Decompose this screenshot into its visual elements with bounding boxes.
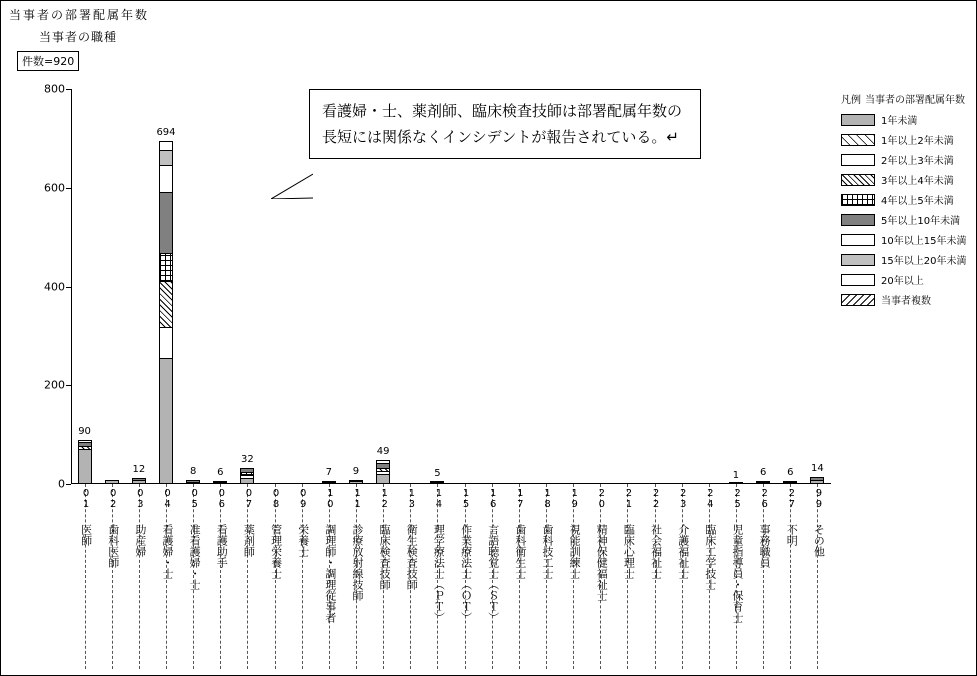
category-name: 衛生検査技師 xyxy=(405,524,419,590)
legend-swatch xyxy=(841,274,875,286)
bar-value-label: 32 xyxy=(241,454,254,466)
bar-value-label: 12 xyxy=(132,464,146,476)
category-code: 12 xyxy=(379,488,391,510)
category-name: その他 xyxy=(812,524,826,557)
category-name: 不明 xyxy=(785,524,799,546)
category-guide xyxy=(302,484,303,669)
bar-segment xyxy=(376,474,390,484)
legend xyxy=(841,91,971,312)
category-code: 11 xyxy=(352,488,363,510)
category-name: 助産婦 xyxy=(133,524,147,557)
bar-segment xyxy=(159,141,173,149)
category-guide xyxy=(220,484,221,669)
stacked-bar[interactable] xyxy=(240,468,254,484)
category-code: 09 xyxy=(297,488,309,510)
legend-item[interactable] xyxy=(841,132,971,147)
category-code: 13 xyxy=(406,488,418,510)
category-name: 理学療法士（ＰＴ） xyxy=(432,524,446,623)
category-code: 20 xyxy=(596,488,608,510)
bar-segment xyxy=(159,192,173,254)
y-tick: 200 xyxy=(44,378,65,392)
bar-segment xyxy=(159,358,173,484)
category-code: 22 xyxy=(650,488,662,510)
legend-label: 20年以上 xyxy=(881,276,924,287)
legend-swatch xyxy=(841,254,875,266)
legend-header-title: 当事者の部署配属年数 xyxy=(865,95,965,106)
category-name: 臨床検査技師 xyxy=(378,524,392,590)
category-name: 医師 xyxy=(79,524,93,546)
legend-item[interactable] xyxy=(841,272,971,287)
bar-value-label: 8 xyxy=(189,466,197,478)
y-tick: 600 xyxy=(44,181,65,195)
category-code: 17 xyxy=(514,488,526,510)
legend-item[interactable] xyxy=(841,252,971,267)
legend-swatch xyxy=(841,154,875,166)
stacked-bar[interactable] xyxy=(78,440,92,484)
category-code: 04 xyxy=(162,488,173,510)
category-name: 言語聴覚士（ＳＴ） xyxy=(486,524,500,623)
legend-swatch xyxy=(841,294,875,306)
legend-header xyxy=(841,91,971,106)
category-name: 社会福祉士 xyxy=(649,524,663,579)
category-guide xyxy=(139,484,140,669)
category-name: 視能訓練士 xyxy=(568,524,582,579)
bar-value-label: 6 xyxy=(217,467,224,479)
bar-value-label: 1 xyxy=(732,469,740,481)
category-guide xyxy=(763,484,764,669)
category-code: 25 xyxy=(732,488,743,510)
category-code: 02 xyxy=(107,488,119,510)
bar-value-label: 9 xyxy=(352,465,360,477)
category-name: 看護助手 xyxy=(215,524,229,568)
category-code: 08 xyxy=(270,488,282,510)
category-name: 薬剤師 xyxy=(242,524,256,557)
legend-label: 2年以上3年未満 xyxy=(881,156,954,167)
category-code: 26 xyxy=(759,488,771,510)
legend-label: 当事者複数 xyxy=(881,296,931,307)
legend-item[interactable] xyxy=(841,152,971,167)
legend-label: 10年以上15年未満 xyxy=(881,236,967,247)
y-tick: 0 xyxy=(58,477,65,491)
legend-label: 15年以上20年未満 xyxy=(881,256,967,267)
bar-value-label: 6 xyxy=(787,467,794,479)
category-code: 10 xyxy=(324,488,336,510)
bar-segment xyxy=(159,327,173,358)
bar-segment xyxy=(159,165,173,192)
legend-item[interactable] xyxy=(841,172,971,187)
legend-header-label: 凡例 xyxy=(841,95,861,106)
category-name: 精神保健福祉士 xyxy=(595,524,609,601)
category-name: 作業療法士（ＯＴ） xyxy=(459,524,473,623)
page-title: 当事者の部署配属年数 xyxy=(9,8,150,22)
category-name: 歯科医師 xyxy=(106,524,120,568)
legend-swatch xyxy=(841,114,875,126)
legend-item[interactable] xyxy=(841,212,971,227)
bar-segment xyxy=(159,281,173,328)
legend-swatch xyxy=(841,234,875,246)
category-code: 18 xyxy=(542,488,553,510)
category-code: 06 xyxy=(216,488,228,510)
y-tick: 800 xyxy=(44,82,65,96)
bar-value-label: 694 xyxy=(156,127,176,139)
category-code: 16 xyxy=(487,488,499,510)
category-guide xyxy=(247,484,248,669)
category-name: 事務職員 xyxy=(758,524,772,568)
category-guide xyxy=(817,484,818,669)
stacked-bar[interactable] xyxy=(810,477,824,484)
legend-label: 1年未満 xyxy=(881,116,918,127)
bar-value-label: 14 xyxy=(811,463,824,475)
page-subtitle: 当事者の職種 xyxy=(39,30,118,44)
legend-swatch xyxy=(841,194,875,206)
category-guide xyxy=(790,484,791,669)
category-guide xyxy=(85,484,86,669)
legend-label: 4年以上5年未満 xyxy=(881,196,954,207)
category-name: 管理栄養士 xyxy=(269,524,283,579)
category-code: 01 xyxy=(80,488,92,510)
legend-swatch xyxy=(841,134,875,146)
bar-value-label: 90 xyxy=(78,425,91,437)
y-tick: 400 xyxy=(44,280,65,293)
bar-value-label: 5 xyxy=(434,467,441,479)
count-badge: 件数=920 xyxy=(17,51,79,71)
legend-swatch xyxy=(841,174,875,186)
bar-value-label: 6 xyxy=(759,467,767,479)
legend-item[interactable] xyxy=(841,292,971,307)
category-code: 07 xyxy=(243,488,255,510)
legend-label: 5年以上10年未満 xyxy=(881,216,961,227)
category-name: 看護婦・士 xyxy=(161,524,174,579)
legend-swatch xyxy=(841,214,875,226)
category-code: 99 xyxy=(813,488,825,510)
y-tick-mark xyxy=(66,484,71,485)
category-code: 03 xyxy=(134,488,146,510)
bar-segment xyxy=(78,449,92,484)
category-code: 05 xyxy=(189,488,201,510)
category-name: 児童指導員・保育士 xyxy=(731,524,744,623)
legend-label: 3年以上4年未満 xyxy=(881,176,954,187)
category-code: 27 xyxy=(786,488,798,510)
legend-item[interactable] xyxy=(841,192,971,207)
category-code: 21 xyxy=(623,488,635,510)
category-name: 栄養士 xyxy=(296,524,310,557)
legend-item[interactable] xyxy=(841,232,971,247)
category-name: 診療放射線技師 xyxy=(351,524,364,601)
stacked-bar[interactable] xyxy=(376,460,390,484)
bar-value-label: 7 xyxy=(325,466,333,478)
category-name: 准看護婦・士 xyxy=(188,524,202,590)
callout-box: 看護婦・士、薬剤師、臨床検査技師は部署配属年数の長短には関係なくインシデントが報告されている。↵ xyxy=(309,89,701,159)
callout-pointer xyxy=(271,173,313,199)
category-code: 23 xyxy=(677,488,689,510)
category-name: 歯科衛生士 xyxy=(513,524,527,579)
bar-value-label: 49 xyxy=(376,445,390,457)
bar-segment xyxy=(159,253,173,280)
bar-segment xyxy=(159,150,173,165)
category-guide xyxy=(112,484,113,669)
category-name: 調理師・調理従事者 xyxy=(323,524,337,623)
category-name: 歯科技工士 xyxy=(541,524,554,579)
category-name: 臨床心理士 xyxy=(622,524,636,579)
stacked-bar[interactable] xyxy=(159,141,173,484)
category-name: 臨床工学技士 xyxy=(703,524,717,590)
legend-item[interactable] xyxy=(841,112,971,127)
legend-label: 1年以上2年未満 xyxy=(881,136,954,147)
category-code: 15 xyxy=(460,488,472,510)
category-code: 14 xyxy=(433,488,445,510)
category-code: 24 xyxy=(704,488,716,510)
category-code: 19 xyxy=(569,488,581,510)
category-name: 介護福祉士 xyxy=(676,524,690,579)
